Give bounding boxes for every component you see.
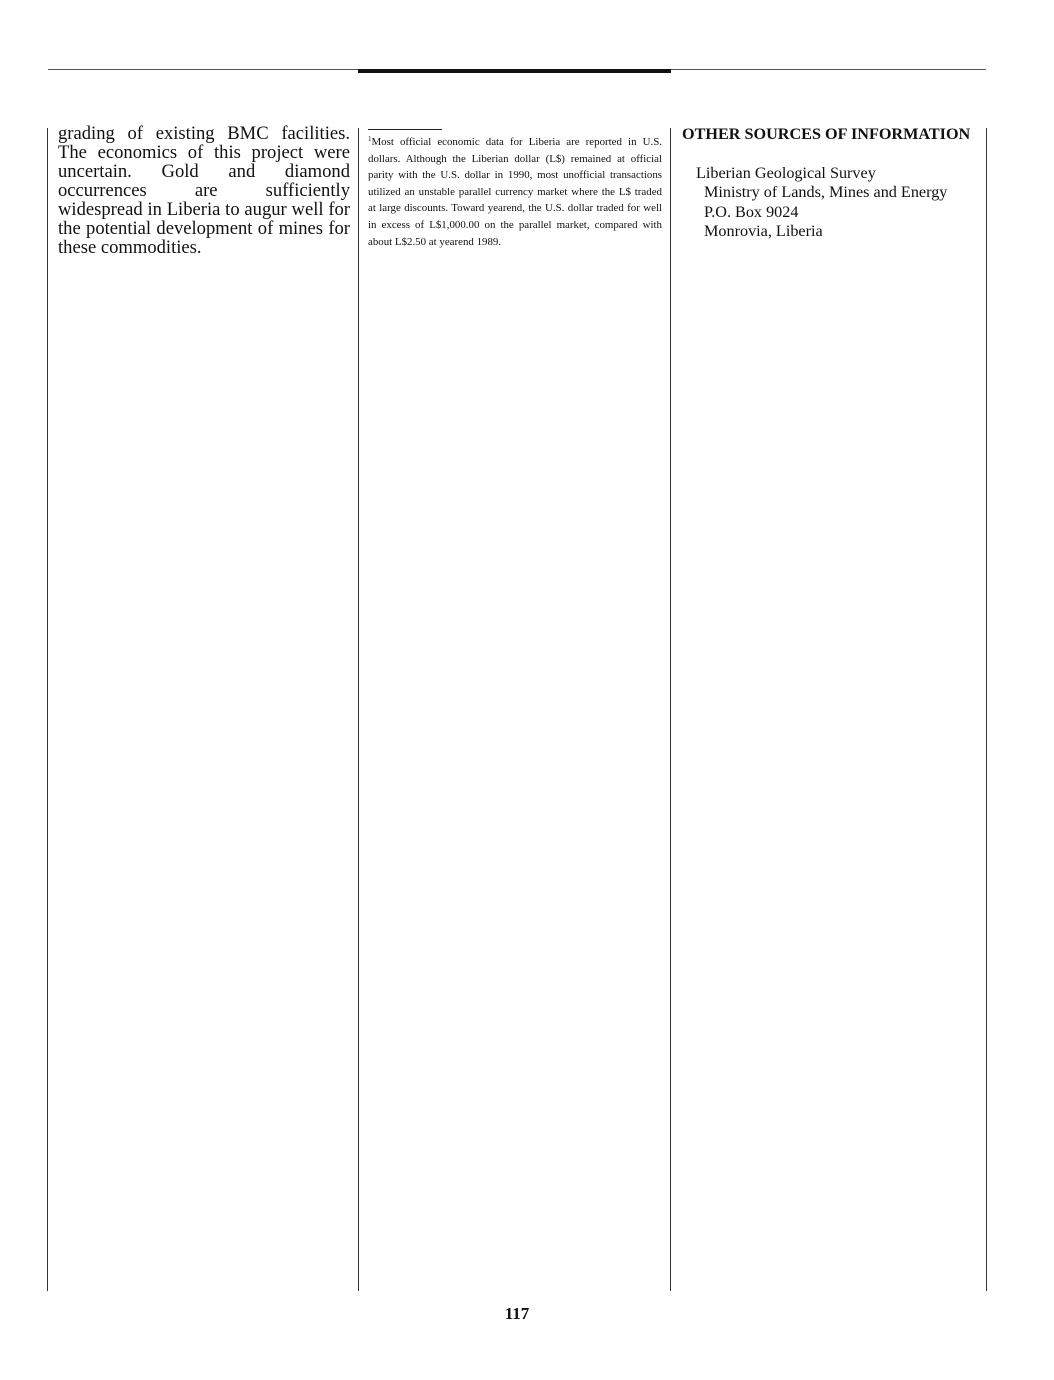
footnote-marker: 1 [368, 135, 372, 143]
address-line-organization: Liberian Geological Survey [696, 164, 876, 182]
address-line-city: Monrovia, Liberia [704, 221, 823, 240]
column-divider-middle-right [670, 128, 671, 1291]
address-line-po-box: P.O. Box 9024 [704, 202, 799, 221]
address-block [682, 164, 982, 241]
section-heading: OTHER SOURCES OF INFORMATION [682, 125, 971, 143]
column-divider-right [986, 128, 987, 1291]
left-column [58, 124, 350, 257]
header-rule-thick [358, 69, 671, 73]
body-paragraph: grading of existing BMC facilities. The economics of this project were uncertain. Gold and diamond occurrences are sufficiently widespread in Liberia to augur well for the potential development of mines for these commodities. [58, 123, 350, 258]
right-column [682, 124, 982, 241]
footnote [368, 134, 662, 250]
footnote-separator [368, 129, 442, 130]
address-line-ministry: Ministry of Lands, Mines and Energy [704, 183, 948, 202]
column-divider-middle-left [358, 128, 359, 1291]
middle-column [368, 124, 662, 250]
column-divider-left [47, 128, 48, 1291]
page-number: 117 [504, 1304, 530, 1323]
footnote-text: Most official economic data for Liberia are reported in U.S. dollars. Although the Liberian dollar (L$) remained at official parity with the U.S. dollar in 1990, most unofficial transactions utilized an unstable parallel currency market where the L$ traded at large discounts. Toward yearend, the U.S. dollar traded for well in excess of L$1,000.00 on the parallel market, compared with about L$2.50 at yearend 1989. [368, 136, 662, 248]
